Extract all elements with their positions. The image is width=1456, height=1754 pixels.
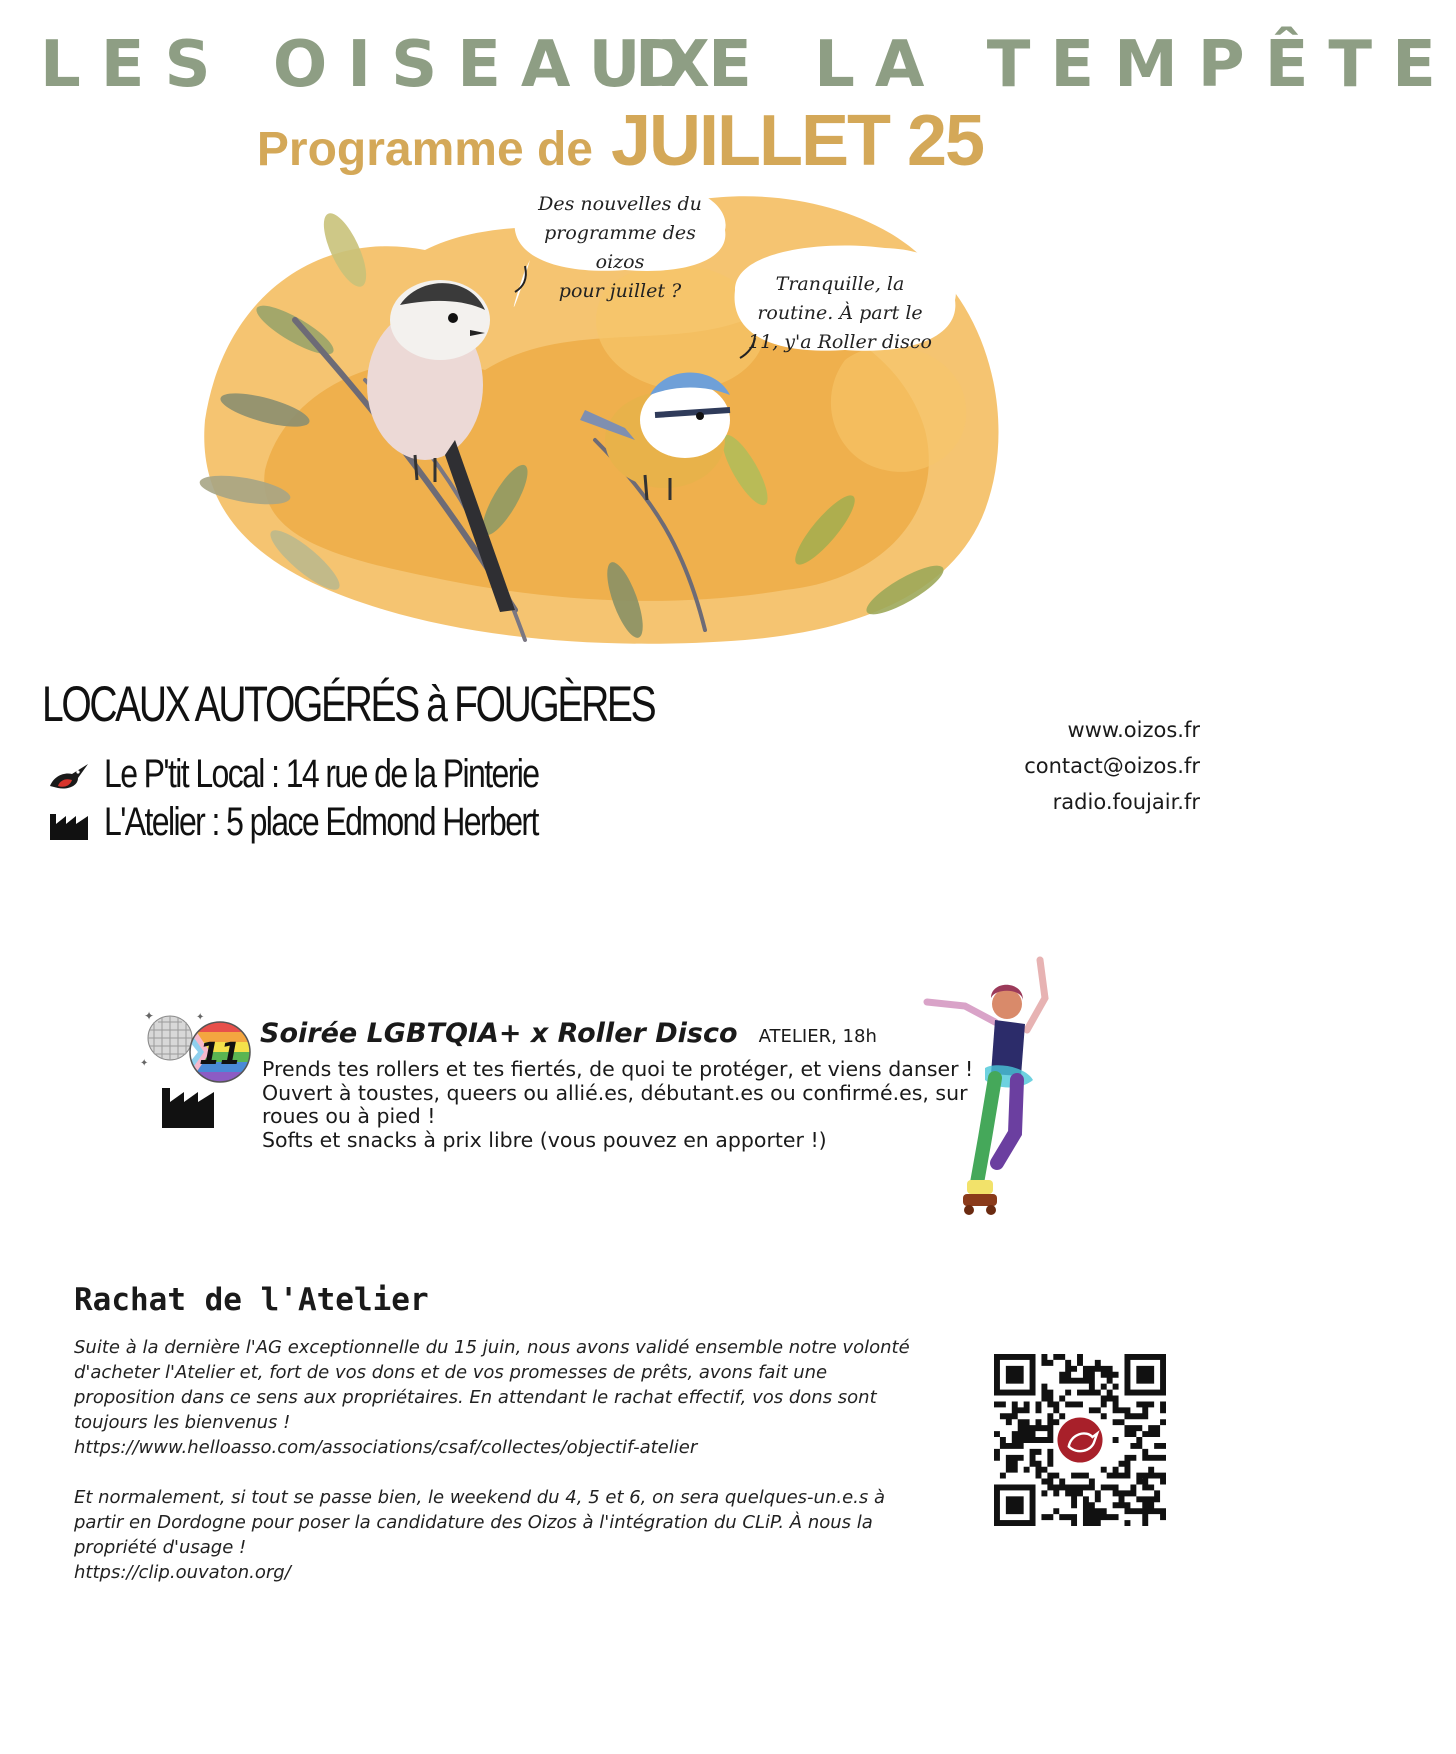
svg-text:✦: ✦: [196, 1012, 205, 1023]
email-link[interactable]: contact@oizos.fr: [1024, 754, 1200, 778]
bird-illustration: [185, 170, 1035, 660]
rachat-title: Rachat de l'Atelier: [74, 1282, 429, 1318]
bubble2-line: routine. À part le: [757, 302, 923, 324]
event-title: Soirée LGBTQIA+ x Roller Disco: [260, 1018, 738, 1049]
speech-bubble-1-text: [520, 190, 720, 306]
rachat-paragraph-2: [74, 1485, 974, 1585]
website-link[interactable]: www.oizos.fr: [1067, 718, 1200, 742]
event-description-line: roues ou à pied !: [262, 1104, 436, 1128]
subtitle-prefix: Programme de: [256, 123, 593, 176]
locaux-title: LOCAUX AUTOGÉRÉS à FOUGÈRES: [42, 676, 655, 732]
qr-code-pattern: [994, 1354, 1166, 1526]
bubble2-line: Tranquille, la: [775, 273, 905, 295]
roller-dancer-image: [925, 958, 1060, 1220]
event-icons: [138, 1008, 258, 1130]
speech-bubble-2-text: [745, 270, 935, 357]
place-petit-local-text: Le P'tit Local : 14 rue de la Pinterie: [104, 752, 539, 796]
dancer-figure: [925, 958, 1060, 1220]
rachat-line: Et normalement, si tout se passe bien, le weekend du 4, 5 et 6, on sera quelques-un.e.s à: [74, 1487, 886, 1508]
svg-text:✦: ✦: [140, 1058, 149, 1069]
page-title: [40, 28, 1456, 108]
disco-ball-date-badge: [138, 1008, 258, 1130]
radio-link[interactable]: radio.foujair.fr: [1052, 790, 1200, 814]
factory-icon: [48, 806, 90, 842]
title-left: LES OISEAUX: [40, 28, 730, 102]
rachat-line: partir en Dordogne pour poser la candidature des Oizos à l'intégration du CLiP. À nous la: [74, 1512, 873, 1533]
event-title-line: [260, 1018, 877, 1049]
rachat-line: proposition dans ce sens aux propriétaires. En attendant le rachat effectif, vos dons sont: [74, 1387, 877, 1408]
svg-text:✦: ✦: [144, 1009, 155, 1023]
qr-code[interactable]: [994, 1354, 1166, 1526]
rachat-line: propriété d'usage !: [74, 1537, 247, 1558]
bubble1-line: programme des oizos: [544, 222, 696, 273]
bubble1-line: pour juillet ?: [558, 280, 682, 302]
rachat-paragraph-1: [74, 1335, 974, 1460]
event-description-line: Softs et snacks à prix libre (vous pouvez en apporter !): [262, 1127, 827, 1152]
rachat-line: toujours les bienvenus !: [74, 1412, 291, 1433]
event-description-line: Prends tes rollers et tes fiertés, de quoi te protéger, et viens danser !: [262, 1057, 974, 1081]
rachat-line: Suite à la dernière l'AG exceptionnelle du 15 juin, nous avons validé ensemble notre volonté: [74, 1337, 910, 1358]
event-day-number: 11: [199, 1037, 241, 1072]
rachat-line: d'acheter l'Atelier et, fort de vos dons et de vos promesses de prêts, avons fait une: [74, 1362, 828, 1383]
event-description-line: Ouvert à toustes, queers ou allié.es, débutant.es ou confirmé.es, sur: [262, 1080, 968, 1105]
bubble1-line: Des nouvelles du: [538, 193, 702, 215]
bird-icon: [48, 758, 90, 794]
factory-icon: [162, 1088, 214, 1128]
bubble2-line: 11, y'a Roller disco: [748, 331, 932, 353]
place-atelier-text: L'Atelier : 5 place Edmond Herbert: [104, 800, 538, 844]
event-location-time: ATELIER, 18h: [758, 1026, 877, 1047]
contact-links: [1024, 712, 1200, 820]
helloasso-link[interactable]: https://www.helloasso.com/associations/csaf/collectes/objectif-atelier: [74, 1437, 698, 1458]
rachat-body: [74, 1335, 974, 1610]
title-right: DE LA TEMPÊTE: [635, 28, 1456, 102]
clip-link[interactable]: https://clip.ouvaton.org/: [74, 1562, 291, 1583]
event-description: [262, 1057, 974, 1152]
subtitle-month: JUILLET 25: [611, 101, 984, 181]
